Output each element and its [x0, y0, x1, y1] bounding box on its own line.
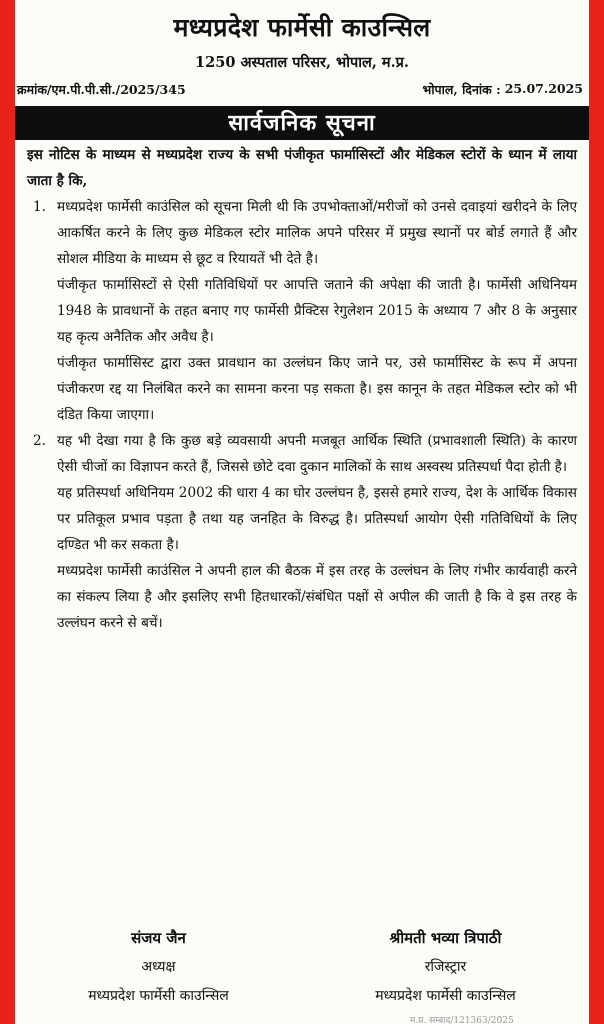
place-date	[423, 81, 583, 98]
point-2-continuation	[27, 480, 577, 636]
point-paragraph: यह प्रतिस्पर्धा अधिनियम 2002 की धारा 4 का घोर उल्लंघन है, इससे हमारे राज्य, देश के आर्थिक विकास पर प्रतिकूल प्रभाव पड़ता है तथा यह जनहित के विरुद्ध है। प्रतिस्पर्धा आयोग ऐसी गतिविधियों के लिए दण्डित भी कर सकता है।	[57, 485, 577, 553]
intro-paragraph: इस नोटिस के माध्यम से मध्यप्रदेश राज्य के सभी पंजीकृत फार्मासिस्टों और मेडिकल स्टोरों के ध्यान में लाया जाता है कि,	[27, 147, 577, 189]
point-number: 1.	[33, 199, 46, 215]
point-paragraph: यह भी देखा गया है कि कुछ बड़े व्यवसायी अपनी मजबूत आर्थिक स्थिति (प्रभावशाली स्थिति) के कारण ऐसी चीजों का विज्ञापन करते हैं, जिससे छोटे दवा दुकान मालिकों के साथ अस्वस्थ प्रतिस्पर्धा पैदा होती है।	[57, 433, 577, 475]
point-paragraph: पंजीकृत फार्मासिस्ट द्वारा उक्त प्रावधान का उल्लंघन किए जाने पर, उसे फार्मासिस्ट के रूप में अपना पंजीकरण रद्द या निलंबित करने का सामना करना पड़ सकता है। इस कानून के तहत मेडिकल स्टोर को भी दंडित किया जाएगा।	[57, 355, 577, 423]
point-1	[27, 194, 577, 272]
place-date-label: भोपाल, दिनांक :	[422, 82, 501, 97]
reference-number: क्रमांक/एम.पी.पी.सी./2025/345	[17, 82, 186, 97]
footer-stamp: म.प्र. सम्बाद/121363/2025	[410, 1016, 514, 1024]
signatory-designation: अध्यक्ष	[141, 959, 176, 975]
signatory-organization: मध्यप्रदेश फार्मेसी काउन्सिल	[88, 988, 229, 1004]
point-paragraph: मध्यप्रदेश फार्मेसी काउंसिल ने अपनी हाल की बैठक में इस तरह के उल्लंघन के लिए गंभीर कार्यवाही करने का संकल्प लिया है और इसलिए सभी हितधारकों/संबंधित पक्षों से अपील की जाती है कि वे इस तरह के उल्लंघन करने से बचें।	[57, 563, 577, 631]
point-1-continuation	[27, 272, 577, 428]
point-paragraph: पंजीकृत फार्मासिस्टों से ऐसी गतिविधियों पर आपत्ति जताने की अपेक्षा की जाती है। फार्मेसी अधिनियम 1948 के प्रावधानों के तहत बनाए गए फार्मेसी प्रैक्टिस रेगुलेशन 2015 के अध्याय 7 और 8 के अनुसार यह कृत्य अनैतिक और अवैध है।	[57, 277, 577, 345]
signatory-registrar	[375, 924, 516, 1011]
notice-page	[15, 0, 589, 1024]
reference-row	[17, 81, 583, 98]
notice-body	[15, 142, 589, 636]
signatory-name: संजय जैन	[131, 929, 186, 947]
council-name: मध्यप्रदेश फार्मेसी काउन्सिल	[173, 13, 431, 42]
signatory-organization: मध्यप्रदेश फार्मेसी काउन्सिल	[375, 988, 516, 1004]
signatory-president	[88, 924, 229, 1011]
signatory-designation: रजिस्ट्रार	[424, 959, 467, 975]
notice-date: 25.07.2025	[504, 81, 583, 96]
signatory-name: श्रीमती भव्या त्रिपाठी	[389, 929, 502, 947]
notice-title-banner: सार्वजनिक सूचना	[15, 106, 589, 140]
point-number: 2.	[33, 433, 46, 449]
point-2	[27, 428, 577, 480]
point-paragraph: मध्यप्रदेश फार्मेसी काउंसिल को सूचना मिली थी कि उपभोक्ताओं/मरीजों को उनसे दवाइयां खरीदने के लिए आकर्षित करने के लिए कुछ मेडिकल स्टोर मालिक अपने परिसर में प्रमुख स्थानों पर बोर्ड लगाते हैं और सोशल मीडिया के माध्यम से छूट व रियायतें भी देते है।	[57, 199, 577, 267]
signature-block	[15, 924, 589, 1011]
council-address: 1250 अस्पताल परिसर, भोपाल, म.प्र.	[195, 54, 409, 71]
